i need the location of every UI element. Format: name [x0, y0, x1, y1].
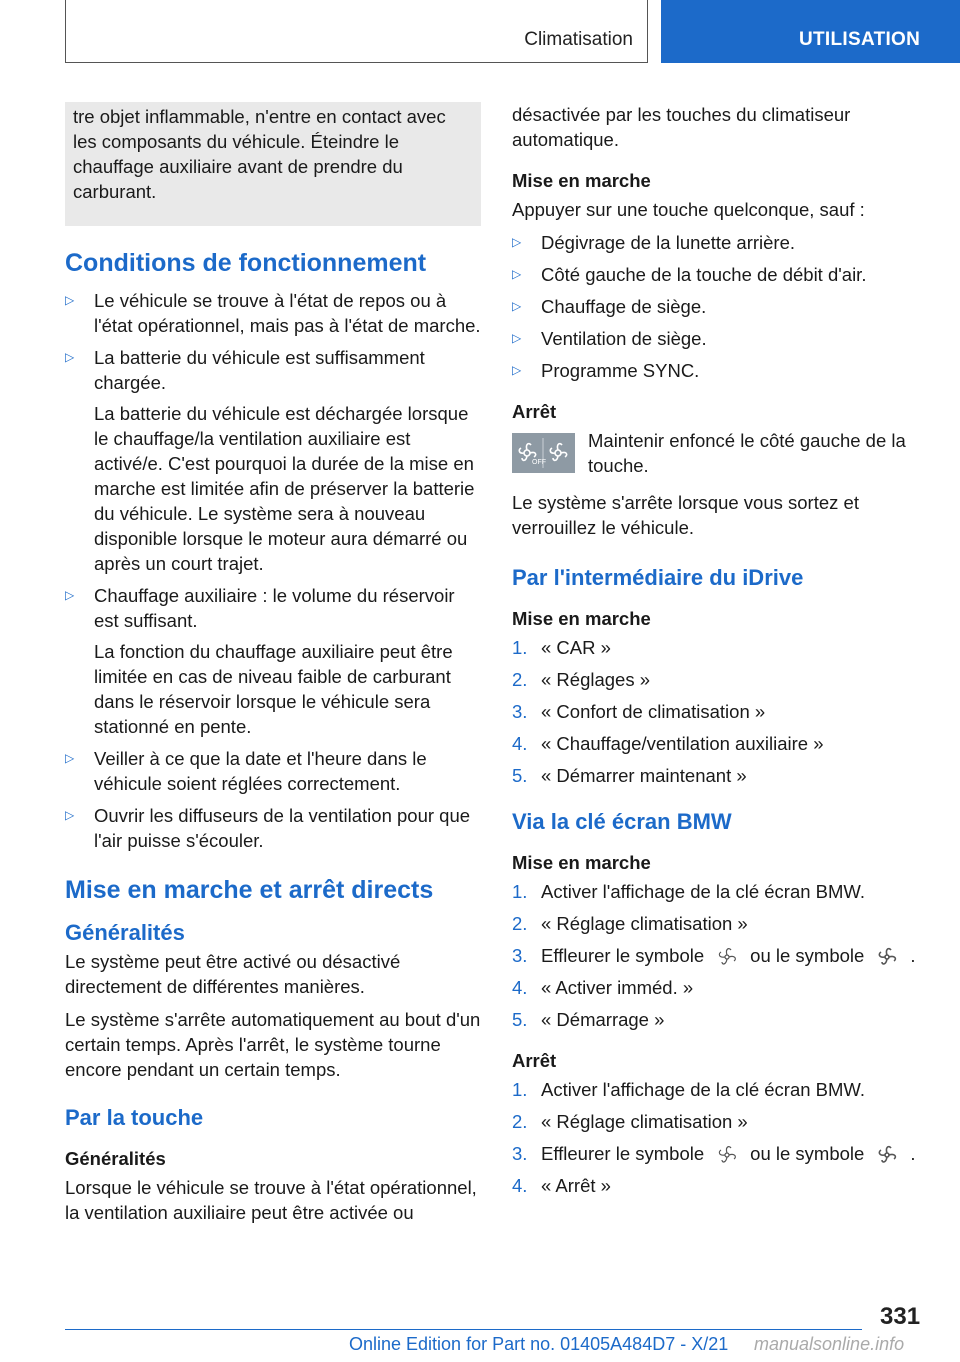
warning-text: tre objet inflammable, n'entre en contact avec les composants du véhicule. Éteindre le chauffage auxiliaire avant de prendre du carburant. — [73, 106, 446, 202]
heading-touche: Par la touche — [65, 1105, 204, 1130]
list-item: 2. « Réglage climatisation » — [512, 913, 748, 934]
triangle-bullet-icon: ▷ — [512, 267, 522, 281]
list-item: ▷ Dégivrage de la lunette arrière. — [512, 232, 796, 253]
heading-key: Via la clé écran BMW — [512, 809, 732, 834]
fan-off-icon — [876, 1144, 898, 1166]
key-on-steps — [512, 879, 917, 1032]
triangle-bullet-icon: ▷ — [512, 299, 522, 313]
key-illustration-row — [512, 428, 917, 478]
list-item: ▷ Chauffage de siège. — [512, 296, 707, 317]
header-title: Climatisation — [524, 29, 633, 50]
triangle-bullet-icon: ▷ — [65, 808, 75, 822]
list-item: 1. Activer l'affichage de la clé écran BMW. — [512, 881, 866, 902]
list-item: 3. « Confort de climatisation » — [512, 701, 766, 722]
triangle-bullet-icon: ▷ — [512, 331, 522, 345]
paragraph: Appuyer sur une touche quelconque, sauf : — [512, 199, 865, 220]
list-item: 2. « Réglages » — [512, 669, 651, 690]
triangle-bullet-icon: ▷ — [65, 293, 75, 307]
footer-rule — [65, 1329, 862, 1330]
list-item: 3. Effleurer le symbole ou le symbole . — [512, 1141, 917, 1166]
fan-off-icon — [876, 946, 898, 968]
svg-text:OFF: OFF — [532, 459, 546, 466]
list-item-note: La fonction du chauffage auxiliaire peut être limitée en cas de niveau faible de carburant dans le réservoir lorsque le véhicule sera stationné en pente. — [94, 641, 453, 737]
paragraph: Le système s'arrête lorsque vous sortez et verrouillez le véhicule. — [512, 492, 859, 538]
list-item: 5. « Démarrer maintenant » — [512, 765, 747, 786]
edition-text: Online Edition for Part no. 01405A484D7 - X/21 — [349, 1334, 729, 1354]
paragraph: désactivée par les touches du climatiseur automatique. — [512, 104, 851, 150]
list-item: 1. « CAR » — [512, 637, 611, 658]
heading-general: Généralités — [65, 920, 185, 945]
header-section: UTILISATION — [799, 29, 921, 50]
list-item: 1. Activer l'affichage de la clé écran BMW. — [512, 1079, 866, 1101]
triangle-bullet-icon: ▷ — [65, 588, 75, 602]
list-item: 3. Effleurer le symbole ou le symbole . — [512, 943, 917, 968]
list-item: 4. « Activer imméd. » — [512, 977, 694, 999]
paragraph: Le système peut être activé ou désactivé directement de différentes manières. — [65, 951, 401, 997]
subheading-key-off: Arrêt — [512, 1050, 557, 1072]
list-item: ▷ Ouvrir les diffuseurs de la ventilation pour que l'air puisse s'écouler. — [65, 805, 471, 851]
watermark: manualsonline.info — [754, 1334, 905, 1354]
subheading-idrive-on: Mise en marche — [512, 608, 651, 629]
warning-box — [65, 102, 481, 226]
subheading-off: Arrêt — [512, 401, 557, 422]
list-item: ▷ Ventilation de siège. — [512, 328, 707, 349]
list-item: ▷ Chauffage auxiliaire : le volume du réservoir est suffisant. La fonction du chauffage auxiliaire peut être limitée en cas de niveau faible de carburant dans le réservoir lorsque le véhicule sera stationné en pente. — [65, 583, 481, 739]
list-item: ▷ Veiller à ce que la date et l'heure dans le véhicule soient réglées correctement. — [65, 748, 427, 794]
header-frame — [65, 0, 648, 63]
subheading-general: Généralités — [65, 1148, 166, 1169]
list-item: ▷ Côté gauche de la touche de débit d'air. — [512, 264, 867, 285]
list-item: 2. « Réglage climatisation » — [512, 1111, 748, 1133]
list-item-note: La batterie du véhicule est déchargée lorsque le chauffage/la ventilation auxiliaire est activé/e. C'est pourquoi la durée de la mise en marche est limitée afin de préserver la batterie du véhicule. Le système sera à nouveau disponible lorsque le moteur aura démarré ou après un court trajet. — [94, 403, 475, 574]
exceptions-list — [512, 230, 917, 383]
left-column — [65, 102, 481, 1233]
heading-conditions: Conditions de fonctionnement — [65, 249, 427, 277]
subheading-on: Mise en marche — [512, 170, 651, 191]
heading-direct: Mise en marche et arrêt directs — [65, 876, 434, 904]
list-item: 4. « Arrêt » — [512, 1175, 611, 1197]
header-section-tab — [661, 0, 960, 63]
idrive-steps — [512, 635, 917, 788]
fan-icon — [716, 1144, 738, 1166]
triangle-bullet-icon: ▷ — [65, 350, 75, 364]
fan-key-image — [512, 433, 575, 473]
paragraph: Le système s'arrête automatiquement au bout d'un certain temps. Après l'arrêt, le système tourne encore pendant un certain temps. — [65, 1009, 481, 1080]
list-item: 5. « Démarrage » — [512, 1009, 665, 1031]
right-column — [512, 102, 917, 1206]
fan-off-icon — [512, 433, 575, 473]
list-item: ▷ Le véhicule se trouve à l'état de repos ou à l'état opérationnel, mais pas à l'état de marche. — [65, 290, 481, 336]
list-item: 4. « Chauffage/ventilation auxiliaire » — [512, 733, 824, 754]
list-item: ▷ Programme SYNC. — [512, 360, 700, 381]
triangle-bullet-icon: ▷ — [512, 363, 522, 377]
fan-icon — [716, 946, 738, 968]
triangle-bullet-icon: ▷ — [65, 751, 75, 765]
paragraph: Lorsque le véhicule se trouve à l'état opérationnel, la ventilation auxiliaire peut être activée ou — [65, 1177, 477, 1223]
conditions-list — [65, 288, 481, 853]
key-instruction: Maintenir enfoncé le côté gauche de la touche. — [588, 430, 906, 476]
page-number: 331 — [880, 1303, 921, 1330]
subheading-key-on: Mise en marche — [512, 852, 651, 873]
triangle-bullet-icon: ▷ — [512, 235, 522, 249]
list-item: ▷ La batterie du véhicule est suffisamment chargée. La batterie du véhicule est déchargée lorsque le chauffage/la ventilation auxiliaire est activé/e. C'est pourquoi la durée de la mise en marche est limitée afin de préserver la batterie du véhicule. Le système sera à nouveau disponible lorsque le moteur aura démarré ou après un court trajet. — [65, 345, 481, 576]
key-off-steps — [512, 1077, 917, 1198]
heading-idrive: Par l'intermédiaire du iDrive — [512, 565, 804, 590]
